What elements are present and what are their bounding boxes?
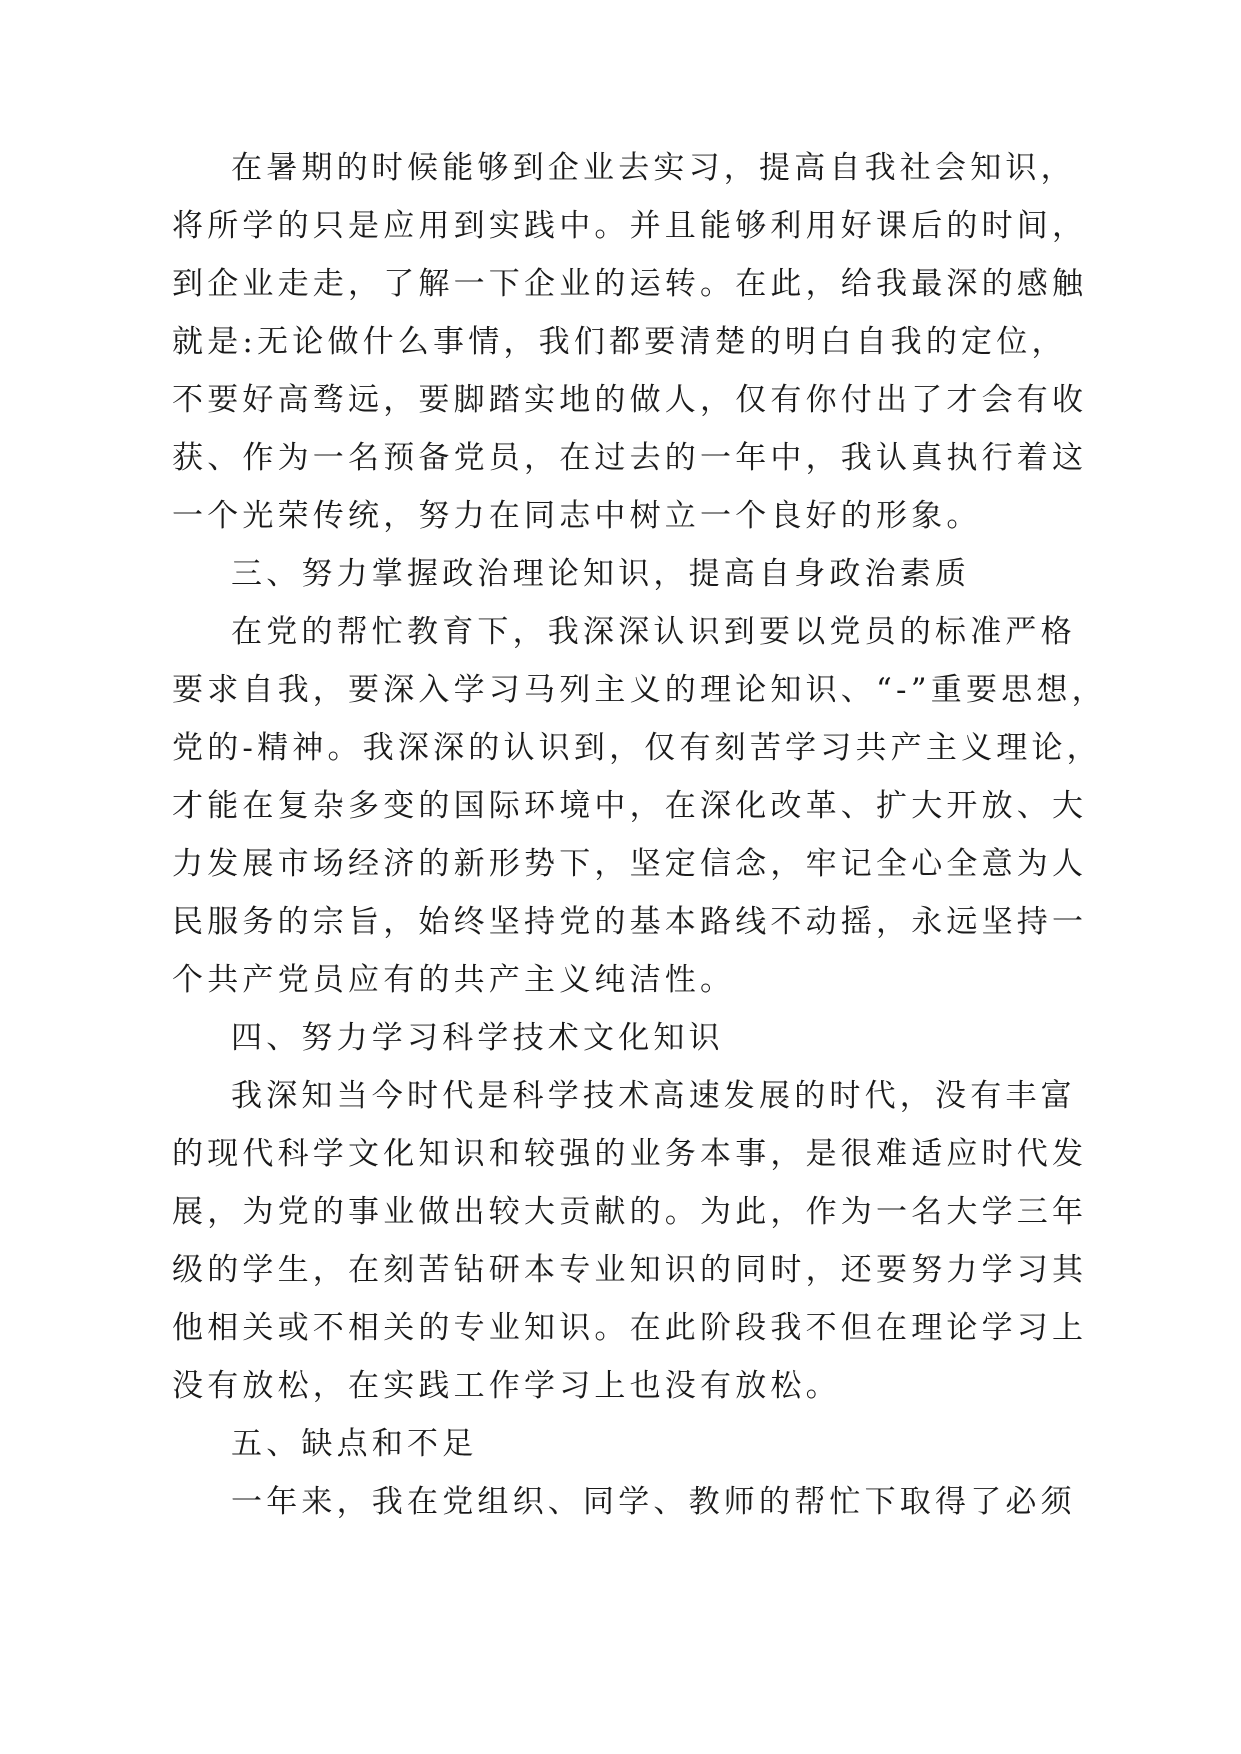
- text-line: 党的-精神。我深深的认识到，仅有刻苦学习共产主义理论，: [172, 730, 1102, 766]
- text-line: 展，为党的事业做出较大贡献的。为此，作为一名大学三年: [172, 1194, 1088, 1230]
- text-line: 要求自我，要深入学习马列主义的理论知识、“-”重要思想，: [172, 672, 1107, 708]
- text-line: 力发展市场经济的新形势下，坚定信念，牢记全心全意为人: [172, 846, 1088, 882]
- text-line: 没有放松，在实践工作学习上也没有放松。: [172, 1368, 841, 1404]
- text-line: 在暑期的时候能够到企业去实习，提高自我社会知识，: [231, 150, 1076, 186]
- text-line: 不要好高骛远，要脚踏实地的做人，仅有你付出了才会有收: [172, 382, 1088, 418]
- section-heading: 四、努力学习科学技术文化知识: [231, 1020, 724, 1056]
- text-line: 就是:无论做什么事情，我们都要清楚的明白自我的定位，: [172, 324, 1067, 360]
- text-line: 的现代科学文化知识和较强的业务本事，是很难适应时代发: [172, 1136, 1088, 1172]
- section-heading: 三、努力掌握政治理论知识，提高自身政治素质: [231, 556, 971, 592]
- text-line: 到企业走走，了解一下企业的运转。在此，给我最深的感触: [172, 266, 1088, 302]
- text-line: 获、作为一名预备党员，在过去的一年中，我认真执行着这: [172, 440, 1088, 476]
- text-line: 才能在复杂多变的国际环境中，在深化改革、扩大开放、大: [172, 788, 1088, 824]
- text-line: 他相关或不相关的专业知识。在此阶段我不但在理论学习上: [172, 1310, 1088, 1346]
- section-heading: 五、缺点和不足: [231, 1426, 478, 1462]
- text-line: 一年来，我在党组织、同学、教师的帮忙下取得了必须: [231, 1484, 1076, 1520]
- text-line: 民服务的宗旨，始终坚持党的基本路线不动摇，永远坚持一: [172, 904, 1088, 940]
- text-line: 个共产党员应有的共产主义纯洁性。: [172, 962, 736, 998]
- text-line: 一个光荣传统，努力在同志中树立一个良好的形象。: [172, 498, 982, 534]
- text-line: 在党的帮忙教育下，我深深认识到要以党员的标准严格: [231, 614, 1076, 650]
- text-line: 将所学的只是应用到实践中。并且能够利用好课后的时间，: [172, 208, 1088, 244]
- text-line: 级的学生，在刻苦钻研本专业知识的同时，还要努力学习其: [172, 1252, 1088, 1288]
- text-line: 我深知当今时代是科学技术高速发展的时代，没有丰富: [231, 1078, 1076, 1114]
